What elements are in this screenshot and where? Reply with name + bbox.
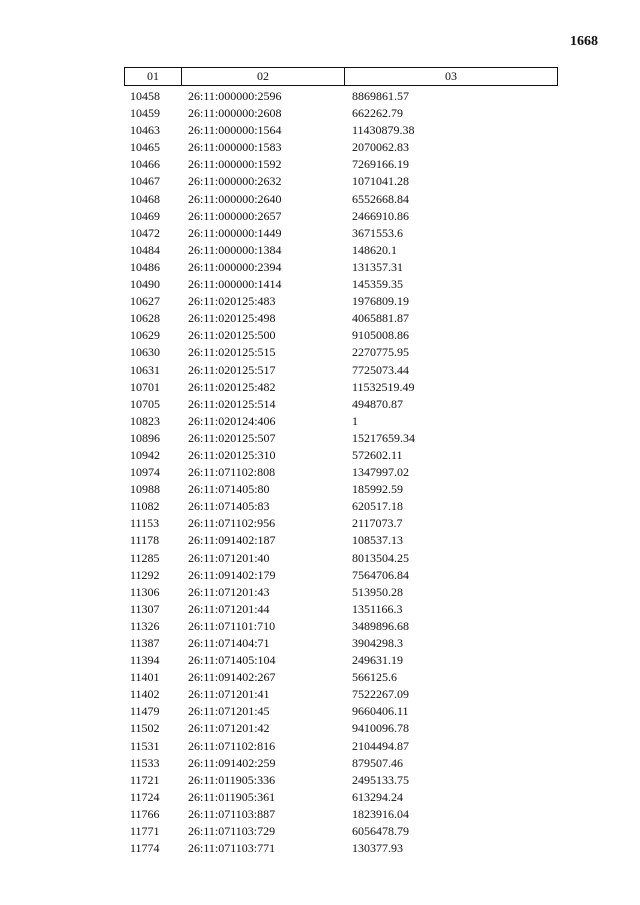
table-row	[124, 618, 556, 635]
table-row	[124, 584, 556, 601]
table-cell-03: 11430879.38	[352, 123, 415, 138]
table-cell-03: 9660406.11	[352, 704, 409, 719]
column-header-01: 01	[125, 68, 182, 85]
table-cell-02: 26:11:071102:816	[188, 738, 276, 753]
table-cell-01: 10486	[130, 259, 160, 274]
table-cell-02: 26:11:091402:259	[188, 755, 276, 770]
table-cell-01: 10472	[130, 225, 160, 240]
table-cell-03: 7522267.09	[352, 687, 409, 702]
table-cell-02: 26:11:020125:507	[188, 430, 276, 445]
table-cell-03: 1347997.02	[352, 465, 409, 480]
table-cell-01: 11533	[130, 755, 160, 770]
table-cell-01: 11285	[130, 550, 160, 565]
table-row	[124, 823, 556, 840]
table-cell-01: 11502	[130, 721, 160, 736]
table-row	[124, 806, 556, 823]
table-cell-02: 26:11:000000:2608	[188, 106, 282, 121]
column-header-02: 02	[182, 68, 345, 85]
table-cell-03: 572602.11	[352, 447, 403, 462]
table-row	[124, 567, 556, 584]
table-cell-02: 26:11:000000:2632	[188, 174, 282, 189]
table-body	[124, 88, 556, 857]
table-cell-01: 11307	[130, 601, 160, 616]
table-row	[124, 242, 556, 259]
table-row	[124, 310, 556, 327]
table-cell-01: 10823	[130, 413, 160, 428]
table-cell-02: 26:11:000000:2394	[188, 259, 282, 274]
table-row	[124, 293, 556, 310]
table-cell-02: 26:11:071201:41	[188, 687, 270, 702]
table-cell-03: 1823916.04	[352, 806, 409, 821]
table-cell-02: 26:11:000000:1384	[188, 242, 282, 257]
table-cell-03: 11532519.49	[352, 379, 415, 394]
table-cell-01: 10629	[130, 328, 160, 343]
table-cell-01: 11387	[130, 636, 160, 650]
table-cell-01: 11394	[130, 653, 160, 668]
table-row	[124, 139, 556, 156]
table-row	[124, 652, 556, 669]
table-cell-03: 1071041.28	[352, 174, 409, 189]
table-cell-02: 26:11:020125:482	[188, 379, 276, 394]
table-row	[124, 498, 556, 515]
table-cell-01: 11721	[130, 772, 160, 787]
table-cell-03: 7564706.84	[352, 567, 409, 582]
table-cell-02: 26:11:000000:1583	[188, 140, 282, 155]
table-cell-02: 26:11:020124:406	[188, 413, 276, 428]
table-cell-01: 10465	[130, 140, 160, 155]
table-row	[124, 327, 556, 344]
table-cell-02: 26:11:071405:83	[188, 499, 270, 514]
table-cell-03: 1976809.19	[352, 294, 409, 309]
table-cell-02: 26:11:020125:310	[188, 447, 276, 462]
table-cell-01: 11306	[130, 584, 160, 599]
table-cell-03: 131357.31	[352, 259, 403, 274]
table-cell-02: 26:11:071102:956	[188, 516, 276, 531]
table-cell-02: 26:11:020125:483	[188, 294, 276, 309]
table-cell-01: 10896	[130, 430, 160, 445]
table-cell-01: 10988	[130, 482, 160, 497]
table-cell-03: 494870.87	[352, 396, 403, 411]
table-cell-02: 26:11:071101:710	[188, 618, 276, 633]
table-cell-03: 108537.13	[352, 533, 403, 548]
table-cell-02: 26:11:071404:71	[188, 636, 270, 650]
table-cell-02: 26:11:071201:44	[188, 601, 270, 616]
table-row	[124, 738, 556, 755]
table-cell-01: 10631	[130, 362, 160, 377]
table-cell-03: 513950.28	[352, 584, 403, 599]
table-row	[124, 276, 556, 293]
table-cell-03: 2466910.86	[352, 208, 409, 223]
table-cell-03: 1351166.3	[352, 601, 403, 616]
table-cell-03: 15217659.34	[352, 430, 415, 445]
table-cell-03: 185992.59	[352, 482, 403, 497]
table-cell-02: 26:11:000000:1592	[188, 157, 282, 172]
table-cell-03: 9410096.78	[352, 721, 409, 736]
table-cell-01: 10469	[130, 208, 160, 223]
column-header-03: 03	[445, 69, 457, 83]
table-cell-02: 26:11:071103:729	[188, 824, 276, 839]
table-row	[124, 259, 556, 276]
table-cell-01: 11766	[130, 806, 160, 821]
table-cell-02: 26:11:000000:1449	[188, 225, 282, 240]
table-row	[124, 686, 556, 703]
table-cell-03: 566125.6	[352, 670, 397, 685]
table-cell-02: 26:11:011905:361	[188, 789, 276, 804]
table-cell-02: 26:11:000000:2596	[188, 89, 282, 103]
table-cell-01: 10628	[130, 311, 160, 326]
table-cell-02: 26:11:020125:498	[188, 311, 276, 326]
table-row	[124, 430, 556, 447]
table-cell-03: 249631.19	[352, 653, 403, 668]
table-cell-01: 10627	[130, 294, 160, 309]
table-cell-01: 10942	[130, 447, 160, 462]
table-cell-03: 3489896.68	[352, 618, 409, 633]
table-cell-01: 10459	[130, 106, 160, 121]
table-cell-03: 8869861.57	[352, 89, 409, 103]
table-cell-02: 26:11:020125:517	[188, 362, 276, 377]
table-cell-01: 11326	[130, 618, 160, 633]
table-row	[124, 772, 556, 789]
table-cell-03: 8013504.25	[352, 550, 409, 565]
table-cell-03: 3904298.3	[352, 636, 403, 650]
table-cell-03: 2070062.83	[352, 140, 409, 155]
table-cell-02: 26:11:000000:2640	[188, 191, 282, 206]
table-cell-01: 10463	[130, 123, 160, 138]
table-cell-03: 145359.35	[352, 277, 403, 292]
table-cell-02: 26:11:011905:336	[188, 772, 276, 787]
table-row	[124, 481, 556, 498]
table-cell-02: 26:11:091402:267	[188, 670, 276, 685]
table-cell-02: 26:11:000000:1564	[188, 123, 282, 138]
table-cell-02: 26:11:071201:42	[188, 721, 270, 736]
table-cell-03: 6056478.79	[352, 824, 409, 839]
table-row	[124, 669, 556, 686]
table-row	[124, 362, 556, 379]
table-row	[124, 447, 556, 464]
table-cell-02: 26:11:071201:40	[188, 550, 270, 565]
table-cell-03: 662262.79	[352, 106, 403, 121]
table-cell-03: 2270775.95	[352, 345, 409, 360]
table-cell-02: 26:11:071103:771	[188, 841, 276, 856]
table-row	[124, 156, 556, 173]
table-cell-02: 26:11:071102:808	[188, 465, 276, 480]
table-cell-03: 2495133.75	[352, 772, 409, 787]
table-cell-02: 26:11:020125:515	[188, 345, 276, 360]
table-row	[124, 755, 556, 772]
table-cell-03: 879507.46	[352, 755, 403, 770]
table-row	[124, 105, 556, 122]
table-cell-01: 10705	[130, 396, 160, 411]
table-cell-01: 10974	[130, 465, 160, 480]
table-cell-03: 2117073.7	[352, 516, 403, 531]
page-number: 1668	[570, 34, 598, 49]
table-cell-02: 26:11:000000:2657	[188, 208, 282, 223]
table-row	[124, 532, 556, 549]
table-cell-03: 620517.18	[352, 499, 403, 514]
table-cell-03: 2104494.87	[352, 738, 409, 753]
table-cell-03: 4065881.87	[352, 311, 409, 326]
table-cell-01: 11153	[130, 516, 160, 531]
table-row	[124, 720, 556, 737]
table-row	[124, 225, 556, 242]
table-row	[124, 464, 556, 481]
table-cell-01: 10466	[130, 157, 160, 172]
table-cell-02: 26:11:091402:179	[188, 567, 276, 582]
table-cell-02: 26:11:071405:104	[188, 653, 276, 668]
table-row	[124, 840, 556, 857]
table-header	[124, 67, 558, 86]
table-row	[124, 379, 556, 396]
table-cell-01: 10701	[130, 379, 160, 394]
table-cell-02: 26:11:071201:43	[188, 584, 270, 599]
table-cell-01: 11401	[130, 670, 160, 685]
table-cell-01: 11774	[130, 841, 160, 856]
table-cell-02: 26:11:071201:45	[188, 704, 270, 719]
table-row	[124, 173, 556, 190]
table-row	[124, 208, 556, 225]
table-cell-01: 11531	[130, 738, 160, 753]
table-row	[124, 396, 556, 413]
table-cell-01: 11292	[130, 567, 160, 582]
table-cell-03: 6552668.84	[352, 191, 409, 206]
table-cell-03: 7725073.44	[352, 362, 409, 377]
table-cell-01: 11479	[130, 704, 160, 719]
table-cell-02: 26:11:020125:514	[188, 396, 276, 411]
table-cell-03: 1	[352, 413, 358, 428]
table-row	[124, 515, 556, 532]
table-row	[124, 601, 556, 618]
table-cell-03: 3671553.6	[352, 225, 403, 240]
table-cell-02: 26:11:000000:1414	[188, 277, 282, 292]
table-cell-02: 26:11:071103:887	[188, 806, 276, 821]
table-cell-01: 10468	[130, 191, 160, 206]
table-row	[124, 789, 556, 806]
table-row	[124, 703, 556, 720]
table-cell-01: 10630	[130, 345, 160, 360]
table-cell-03: 9105008.86	[352, 328, 409, 343]
table-cell-02: 26:11:091402:187	[188, 533, 276, 548]
table-cell-03: 7269166.19	[352, 157, 409, 172]
table-cell-03: 148620.1	[352, 242, 397, 257]
table-row	[124, 88, 556, 105]
table-cell-01: 10467	[130, 174, 160, 189]
table-row	[124, 191, 556, 208]
table-row	[124, 122, 556, 139]
table-row	[124, 635, 556, 652]
table-cell-02: 26:11:071405:80	[188, 482, 270, 497]
table-cell-02: 26:11:020125:500	[188, 328, 276, 343]
table-row	[124, 550, 556, 567]
table-row	[124, 344, 556, 361]
table-cell-01: 11724	[130, 789, 160, 804]
table-cell-01: 10458	[130, 89, 160, 103]
table-cell-01: 11082	[130, 499, 160, 514]
table-row	[124, 413, 556, 430]
table-cell-01: 10490	[130, 277, 160, 292]
table-cell-01: 10484	[130, 242, 160, 257]
table-cell-03: 130377.93	[352, 841, 403, 856]
table-cell-03: 613294.24	[352, 789, 403, 804]
table-cell-01: 11402	[130, 687, 160, 702]
table-cell-01: 11771	[130, 824, 160, 839]
table-cell-01: 11178	[130, 533, 160, 548]
